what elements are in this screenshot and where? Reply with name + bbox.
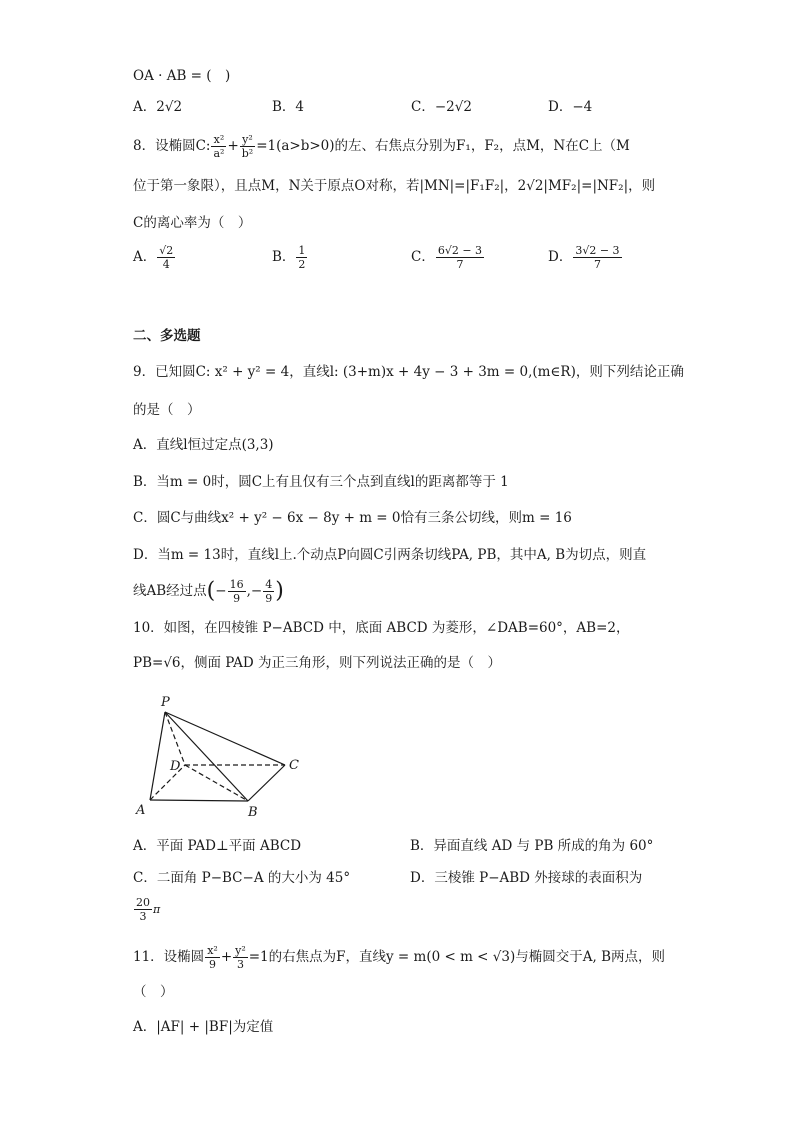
edge-pc bbox=[165, 712, 285, 765]
q9-d2-x-num: 16 bbox=[229, 578, 244, 591]
q9-line-1: 9．已知圆C: x² + y² = 4，直线l: (3+m)x + 4y − 3 + 3m = 0,(m∈R)，则下列结论正确 bbox=[133, 364, 684, 380]
q11-frac-y bbox=[233, 944, 248, 971]
label-d: D bbox=[170, 759, 181, 774]
edge-pb bbox=[165, 712, 248, 801]
q8-option-d-frac bbox=[573, 244, 621, 271]
edge-bc bbox=[248, 765, 285, 801]
q8-option-c-num: 6√2 − 3 bbox=[437, 244, 483, 257]
q7-option-a: A．2√2 bbox=[133, 99, 183, 115]
q8-option-d bbox=[548, 244, 623, 271]
q10-line-2: PB=√6，侧面 PAD 为正三角形，则下列说法正确的是（ ） bbox=[133, 655, 502, 671]
q10-line-1: 10．如图，在四棱锥 P−ABCD 中，底面 ABCD 为菱形，∠DAB=60°，AB=2， bbox=[133, 620, 630, 636]
q9-option-d-line-1: D．当m = 13时，直线l上.个动点P向圆C引两条切线PA, PB，其中A, B为切点，则直 bbox=[133, 547, 647, 563]
q8-frac-y bbox=[240, 133, 255, 160]
q8-option-a-den: 4 bbox=[162, 258, 170, 271]
label-b: B bbox=[248, 805, 258, 820]
q8-frac-x-num: x² bbox=[211, 133, 226, 147]
q11-frac-y-den: 3 bbox=[236, 958, 244, 971]
q8-option-c-label: C． bbox=[411, 249, 435, 265]
q11-option-a: A．|AF| + |BF|为定值 bbox=[133, 1019, 274, 1035]
q10-option-b: B．异面直线 AD 与 PB 所成的角为 60° bbox=[410, 838, 654, 854]
q8-option-d-den: 7 bbox=[593, 258, 601, 271]
label-p: P bbox=[161, 695, 170, 710]
q9-d2-lparen: ( bbox=[206, 578, 216, 604]
q8-option-b-den: 2 bbox=[298, 258, 306, 271]
q10-option-c: C．二面角 P−BC−A 的大小为 45° bbox=[133, 870, 351, 886]
q9-d2-y-frac bbox=[263, 578, 274, 605]
q9-d2-y-num: 4 bbox=[265, 578, 273, 591]
q11-line-2: （ ） bbox=[133, 984, 174, 1000]
edge-ab bbox=[150, 800, 248, 801]
q9-d2-x-den: 9 bbox=[233, 592, 241, 605]
edge-db bbox=[185, 765, 248, 801]
q8-option-a bbox=[133, 244, 176, 271]
q8-plus: + bbox=[227, 138, 239, 154]
q8-option-a-frac bbox=[157, 244, 175, 271]
q8-option-b-frac bbox=[296, 244, 307, 271]
q9-option-a: A．直线l恒过定点(3,3) bbox=[133, 437, 274, 453]
q9-d2-y-den: 9 bbox=[265, 592, 273, 605]
q8-frac-x-den: a² bbox=[213, 147, 225, 160]
label-a: A bbox=[136, 803, 146, 818]
q7-tail: OA · AB = ( ) bbox=[133, 68, 231, 84]
q10-d-num: 20 bbox=[136, 896, 150, 909]
q8-option-d-num: 3√2 − 3 bbox=[575, 244, 620, 257]
q8-prefix: 8．设椭圆C: bbox=[133, 138, 211, 154]
q9-d2-x-frac bbox=[228, 578, 246, 605]
q11-plus: + bbox=[220, 949, 233, 965]
q8-option-b-num: 1 bbox=[298, 244, 306, 257]
q7-option-d: D．−4 bbox=[548, 99, 593, 115]
q8-option-c bbox=[411, 244, 485, 271]
q9-option-d-line-2: 线AB经过点(− $\frac{16}{9}$ ,− $\frac{4}{9}$ ) bbox=[133, 578, 284, 605]
q8-frac-y-den: b² bbox=[241, 147, 254, 160]
q10-d-pi: π bbox=[153, 903, 161, 916]
q10-d-den: 3 bbox=[139, 910, 147, 923]
q9-d2-rparen: ) bbox=[275, 578, 284, 604]
q8-option-b-label: B． bbox=[272, 249, 296, 265]
q11-frac-x-num: x² bbox=[207, 944, 218, 957]
q7-option-c: C．−2√2 bbox=[411, 99, 472, 115]
q11-line-1 bbox=[133, 944, 665, 971]
q8-line-2: 位于第一象限），且点M，N关于原点O对称，若|MN|=|F₁F₂|，2√2|MF₂|=|NF₂|，则 bbox=[133, 178, 656, 194]
pyramid-figure bbox=[130, 690, 310, 820]
q8-option-c-frac bbox=[436, 244, 484, 271]
q8-option-b bbox=[272, 244, 308, 271]
section-heading-multiple-choice: 二、多选题 bbox=[133, 328, 201, 344]
q10-option-a: A．平面 PAD⊥平面 ABCD bbox=[133, 838, 302, 854]
q8-option-a-num: √2 bbox=[159, 244, 174, 257]
label-c: C bbox=[289, 758, 299, 773]
q11-frac-y-num: y² bbox=[235, 944, 246, 957]
q9-option-b: B．当m = 0时，圆C上有且仅有三个点到直线l的距离都等于 1 bbox=[133, 474, 509, 490]
q10-d-frac bbox=[134, 896, 152, 923]
q7-option-b: B．4 bbox=[272, 99, 305, 115]
q11-post: =1的右焦点为F，直线y = m(0 < m < √3)与椭圆交于A, B两点，则 bbox=[248, 949, 665, 965]
q9-option-c: C．圆C与曲线x² + y² − 6x − 8y + m = 0恰有三条公切线，则m = 16 bbox=[133, 510, 572, 526]
q8-option-c-den: 7 bbox=[456, 258, 464, 271]
q10-option-d: D．三棱锥 P−ABD 外接球的表面积为 bbox=[410, 870, 643, 886]
q8-option-d-label: D． bbox=[548, 249, 573, 265]
q8-option-a-label: A． bbox=[133, 249, 157, 265]
q11-prefix: 11．设椭圆 bbox=[133, 949, 205, 965]
q8-frac-y-num: y² bbox=[240, 133, 255, 147]
q8-line-3: C的离心率为（ ） bbox=[133, 215, 252, 231]
q10-option-d-value bbox=[133, 896, 160, 923]
q8-line1-post: =1(a>b>0)的左、右焦点分别为F₁，F₂，点M，N在C上（M bbox=[256, 138, 630, 154]
q9-line-2: 的是（ ） bbox=[133, 402, 201, 418]
q8-frac-x bbox=[211, 133, 226, 160]
q9-d2-prefix: 线AB经过点 bbox=[133, 583, 207, 599]
q8-line-1 bbox=[133, 133, 630, 160]
q11-frac-x-den: 9 bbox=[209, 958, 216, 971]
q11-frac-x bbox=[205, 944, 220, 971]
